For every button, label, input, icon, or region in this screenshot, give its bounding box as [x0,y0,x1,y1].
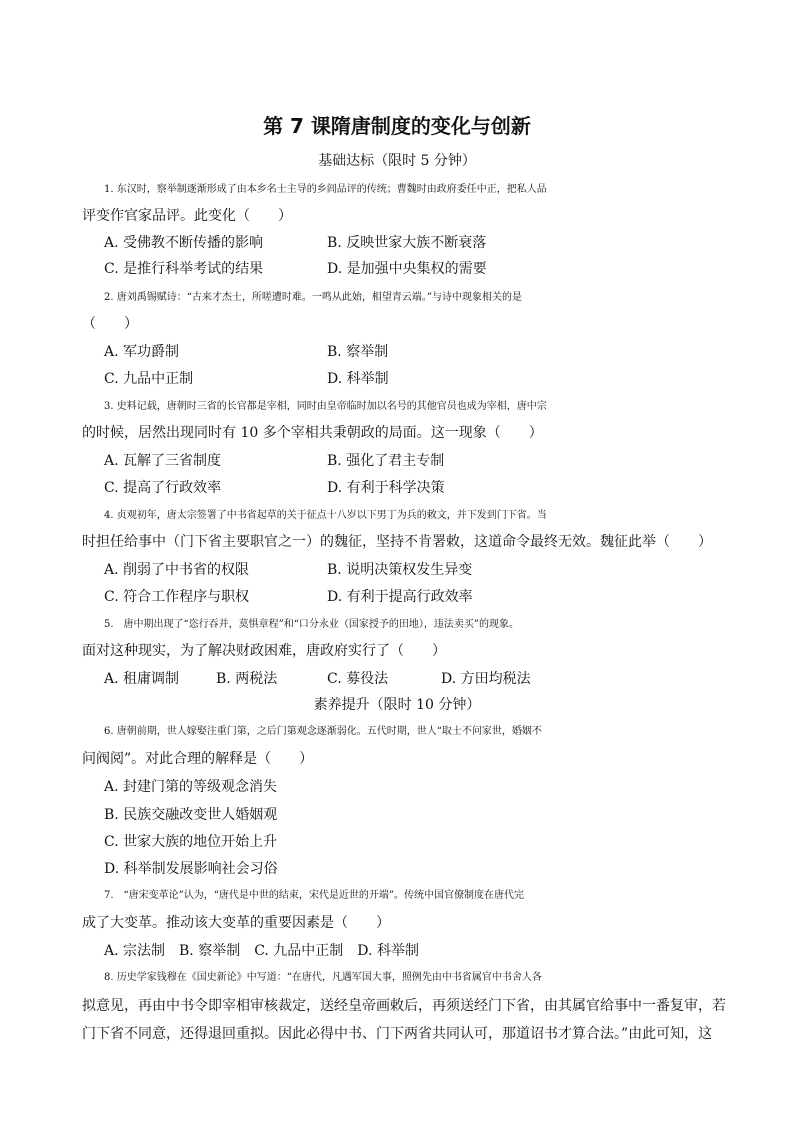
question-4-text-cont: 时担任给事中（门下省主要职官之一）的魏征，坚持不肯署敕，这道命令最终无效。魏征此举（ ） [82,534,712,550]
question-1-text: 1. 东汉时，察举制逐渐形成了由本乡名士主导的乡闾品评的传统；曹魏时由政府委任中正，把私人品 [104,184,547,195]
page-title: 第 7 课隋唐制度的变化与创新 [263,114,531,138]
question-4-option-b: B. 说明决策权发生异变 [327,562,473,578]
question-8-text: 8. 历史学家钱穆在《国史新论》中写道：“在唐代，凡遇军国大事，照例先由中书省属官中书舍人各 [104,972,542,983]
question-1-option-a: A. 受佛教不断传播的影响 [104,235,264,251]
question-1-option-d: D. 是加强中央集权的需要 [327,261,487,277]
question-2-text-cont: （ ） [82,316,138,332]
question-6-text: 6. 唐朝前期，世人嫁娶注重门第，之后门第观念逐渐弱化。五代时期，世人“取士不问家世，婚姻不 [104,726,542,737]
question-4-option-d: D. 有利于提高行政效率 [327,589,473,605]
question-6-option-a: A. 封建门第的等级观念消失 [104,779,278,795]
question-4-text: 4. 贞观初年，唐太宗签署了中书省起草的关于征点十八岁以下男丁为兵的敕文，并下发到门下省。当 [104,510,547,521]
question-8-text-cont-2: 门下省不同意，还得退回重拟。因此必得中书、门下两省共同认可，那道诏书才算合法。”由此可知，这 [82,1026,713,1042]
question-3-text-cont: 的时候，居然出现同时有 10 多个宰相共秉朝政的局面。这一现象（ ） [82,425,543,441]
question-2-option-a: A. 军功爵制 [104,344,180,360]
question-6-option-b: B. 民族交融改变世人婚姻观 [104,807,278,823]
question-8-text-cont-1: 拟意见，再由中书令即宰相审核裁定，送经皇帝画敕后，再须送经门下省，由其属官给事中一番复审，若 [82,998,726,1014]
question-3-option-d: D. 有利于科学决策 [327,480,445,496]
question-5-text: 5. 唐中期出现了“恣行吞并，莫惧章程”和“口分永业（国家授予的田地），违法卖买”的现象。 [104,619,519,630]
question-6-text-cont: 问阀阅”。对此合理的解释是（ ） [82,751,314,767]
question-7-text-cont: 成了大变革。推动该大变革的重要因素是（ ） [82,915,390,931]
question-2-text: 2. 唐刘禹锡赋诗：“古来才杰士，所嗟遭时难。一鸣从此始，相望青云端。”与诗中现象相关的是 [104,292,522,303]
question-2-option-d: D. 科举制 [327,371,389,387]
question-7-text: 7. “唐宋变革论”认为，“唐代是中世的结束，宋代是近世的开端”。传统中国官僚制度在唐代完 [104,890,524,901]
question-5-option-a: A. 租庸调制 [104,671,180,687]
question-3-option-b: B. 强化了君主专制 [327,453,445,469]
question-1-option-b: B. 反映世家大族不断衰落 [327,235,487,251]
question-2-option-b: B. 察举制 [327,344,389,360]
question-5-text-cont: 面对这种现实，为了解决财政困难，唐政府实行了（ ） [82,643,446,659]
question-3-text: 3. 史料记载，唐朝时三省的长官都是宰相，同时由皇帝临时加以名号的其他官员也成为宰相，唐中宗 [104,401,547,412]
question-5-option-b: B. 两税法 [216,671,278,687]
question-3-option-a: A. 瓦解了三省制度 [104,453,222,469]
question-7-options: A. 宗法制 B. 察举制 C. 九品中正制 D. 科举制 [104,943,419,959]
question-6-option-c: C. 世家大族的地位开始上升 [104,834,278,850]
section-heading-advanced: 素养提升（限时 10 分钟） [313,697,481,713]
question-6-option-d: D. 科举制发展影响社会习俗 [104,861,278,877]
question-2-option-c: C. 九品中正制 [104,371,194,387]
question-1-option-c: C. 是推行科举考试的结果 [104,261,264,277]
question-3-option-c: C. 提高了行政效率 [104,480,222,496]
section-heading-basic: 基础达标（限时 5 分钟） [318,153,476,169]
question-5-option-d: D. 方田均税法 [441,671,531,687]
question-4-option-a: A. 削弱了中书省的权限 [104,562,250,578]
question-4-option-c: C. 符合工作程序与职权 [104,589,250,605]
question-5-option-c: C. 募役法 [327,671,389,687]
question-1-text-cont: 评变作官家品评。此变化（ ） [82,208,292,224]
